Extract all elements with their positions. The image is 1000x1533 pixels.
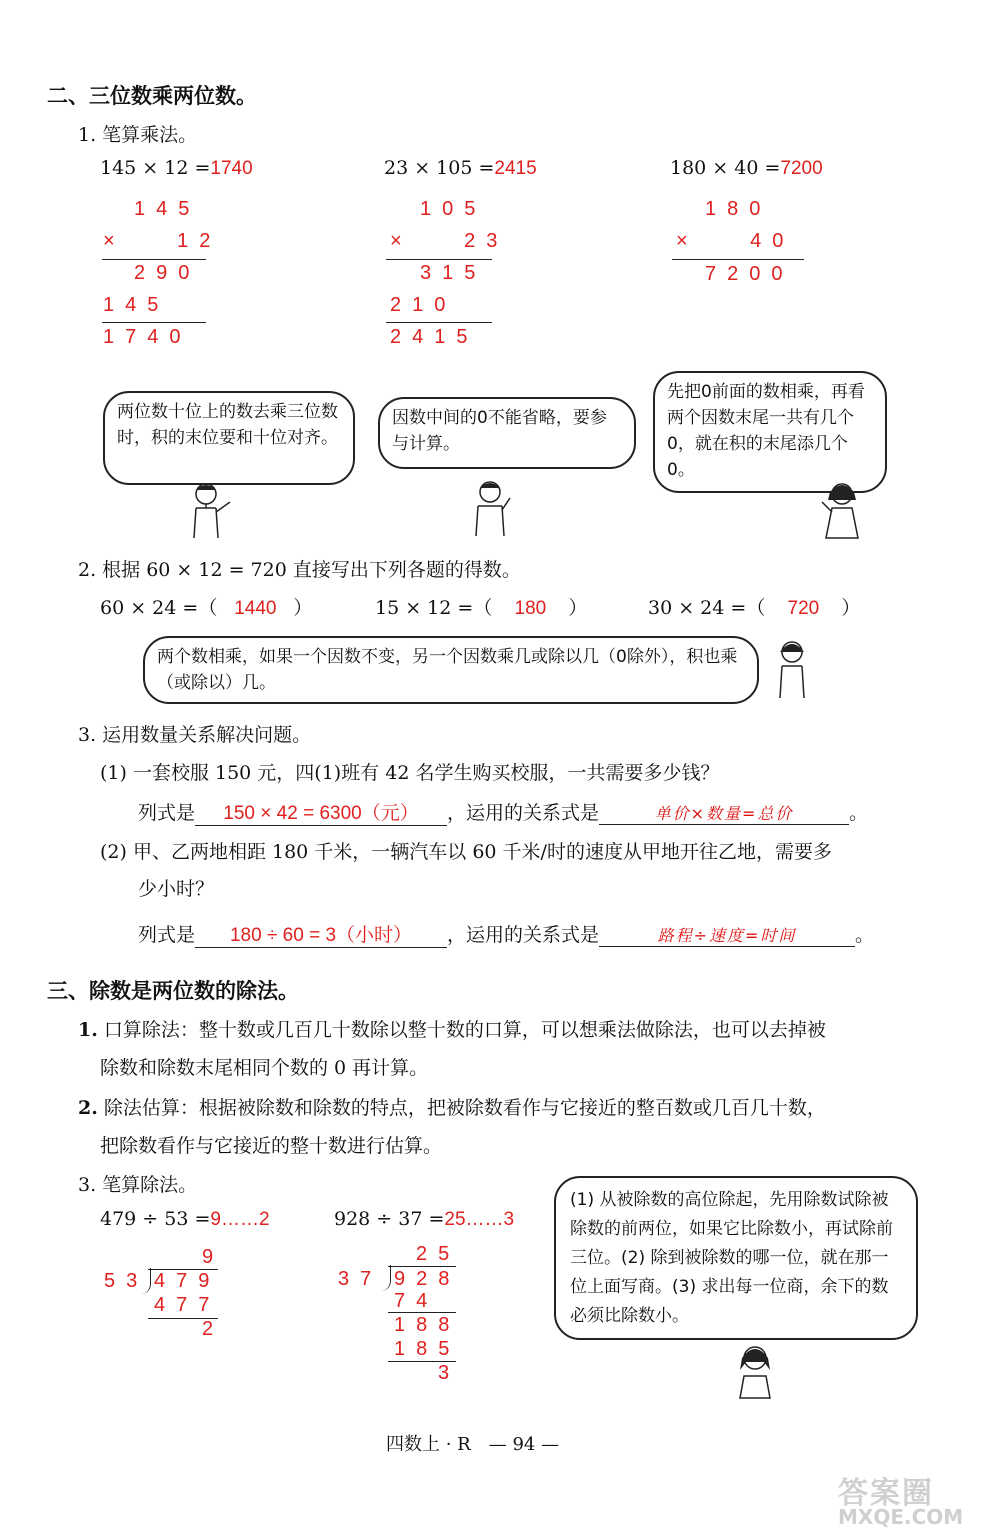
div2-remainder: 3: [438, 1362, 461, 1384]
mult3-line-3: 7200: [705, 263, 794, 285]
tip-bubble-division: (1) 从被除数的高位除起，先用除数试除被除数的前两位，如果它比除数小，再试除前三位。(2) 除到被除数的哪一位，就在那一位上面写商。(3) 求出每一位商，余下的数必须比除数小。: [554, 1176, 918, 1340]
q2-label: 2. 根据 60 × 12 = 720 直接写出下列各题的得数。: [78, 559, 521, 581]
div1-dividend: 479: [154, 1270, 221, 1292]
q1-label: 1. 笔算乘法。: [78, 124, 198, 146]
section-2-title: 二、三位数乘两位数。: [47, 83, 257, 108]
div1-bracket-top: [148, 1269, 218, 1270]
s3-p3-label: 3. 笔算除法。: [78, 1174, 198, 1196]
watermark-logo-text: 答案圈: [838, 1476, 934, 1511]
boy-illustration-2: [466, 478, 516, 540]
page-footer: 四数上 · R — 94 —: [386, 1434, 560, 1455]
div2-bracket-top: [388, 1266, 456, 1267]
mult1-line-2: × 12: [103, 230, 222, 252]
q2-item-1: 60 × 24 =（ 1440 ）: [100, 597, 313, 619]
mult3-rule-1: [672, 259, 804, 260]
mult-problem-3: 180 × 40 =7200: [670, 157, 823, 179]
mult1-line-5: 1740: [103, 326, 192, 348]
girl-illustration-1: [818, 480, 868, 542]
div1-step-1: 477: [154, 1294, 221, 1316]
div1-bracket-side: [140, 1268, 151, 1294]
mult2-line-4: 210: [390, 294, 457, 316]
div1-quotient: 9: [202, 1246, 225, 1268]
mult1-rule-2: [102, 322, 206, 323]
mult1-line-4: 145: [103, 294, 170, 316]
tip-bubble-zero-middle: 因数中间的0不能省略，要参与计算。: [378, 397, 636, 469]
div1-remainder: 2: [202, 1318, 225, 1340]
tip-bubble-product-rule: 两个数相乘，如果一个因数不变，另一个因数乘几或除以几（0除外），积也乘（或除以）几。: [143, 636, 759, 704]
div2-bracket-side: [380, 1265, 391, 1291]
girl-illustration-3: [730, 1340, 780, 1400]
mult2-rule-1: [386, 259, 492, 260]
mult2-rule-2: [386, 322, 492, 323]
mult2-line-5: 2415: [390, 326, 479, 348]
div1-divisor: 53: [104, 1270, 149, 1292]
s3-p1: 1. 口算除法：整十数或几百几十数除以整十数的口算，可以想乘法做除法，也可以去掉被: [78, 1019, 826, 1041]
q3-p2-text-1: (2) 甲、乙两地相距 180 千米，一辆汽车以 60 千米/时的速度从甲地开往乙地，需要多: [100, 841, 832, 863]
s3-p2-cont: 把除数看作与它接近的整十数进行估算。: [100, 1135, 443, 1157]
mult2-line-1: 105: [420, 198, 487, 220]
mult-problem-1: 145 × 12 =1740: [100, 157, 253, 179]
q3-p2-text-2: 少小时？: [138, 878, 215, 900]
q3-label: 3. 运用数量关系解决问题。: [78, 724, 312, 746]
mult2-line-3: 315: [420, 262, 487, 284]
q3-p1-text: (1) 一套校服 150 元，四(1)班有 42 名学生购买校服，一共需要多少钱？: [100, 762, 720, 784]
tip-bubble-trailing-zeros: 先把0前面的数相乘，再看两个因数末尾一共有几个0，就在积的末尾添几个0。: [653, 371, 887, 493]
q3-p2-answer-line: 列式是 180 ÷ 60 = 3（小时） ，运用的关系式是 路程÷速度=时间 。: [138, 920, 874, 948]
mult2-line-2: × 23: [390, 230, 509, 252]
section-3-title: 三、除数是两位数的除法。: [47, 978, 299, 1003]
watermark-url: MXQE.COM: [838, 1505, 964, 1529]
q3-p1-answer-line: 列式是 150 × 42 = 6300（元） ，运用的关系式是 单价×数量=总价 。: [138, 798, 868, 826]
div2-step-1: 74: [394, 1290, 439, 1312]
div2-step-2: 188: [394, 1314, 461, 1336]
girl-illustration-2: [770, 638, 814, 702]
div2-step-3: 185: [394, 1338, 461, 1360]
mult1-line-3: 290: [134, 262, 201, 284]
s3-p2: 2. 除法估算：根据被除数和除数的特点，把被除数看作与它接近的整百数或几百几十数，: [78, 1097, 826, 1119]
boy-illustration-1: [186, 480, 236, 542]
tip-bubble-align: 两位数十位上的数去乘三位数时，积的末位要和十位对齐。: [103, 391, 355, 485]
mult3-line-1: 180: [705, 198, 772, 220]
div2-dividend: 928: [394, 1268, 461, 1290]
mult3-line-2: × 40: [676, 230, 795, 252]
q2-item-3: 30 × 24 =（ 720 ）: [648, 597, 861, 619]
mult-problem-2: 23 × 105 =2415: [384, 157, 537, 179]
div-problem-2: 928 ÷ 37 =25……3: [334, 1208, 515, 1230]
div2-divisor: 37: [338, 1268, 383, 1290]
div2-rule-1: [388, 1312, 456, 1313]
s3-p1-cont: 除数和除数末尾相同个数的 0 再计算。: [100, 1057, 429, 1079]
q2-item-2: 15 × 12 =（ 180 ）: [375, 597, 588, 619]
mult1-rule-1: [102, 259, 206, 260]
mult1-line-1: 145: [134, 198, 201, 220]
div2-quotient: 25: [416, 1243, 461, 1265]
div-problem-1: 479 ÷ 53 =9……2: [100, 1208, 270, 1230]
